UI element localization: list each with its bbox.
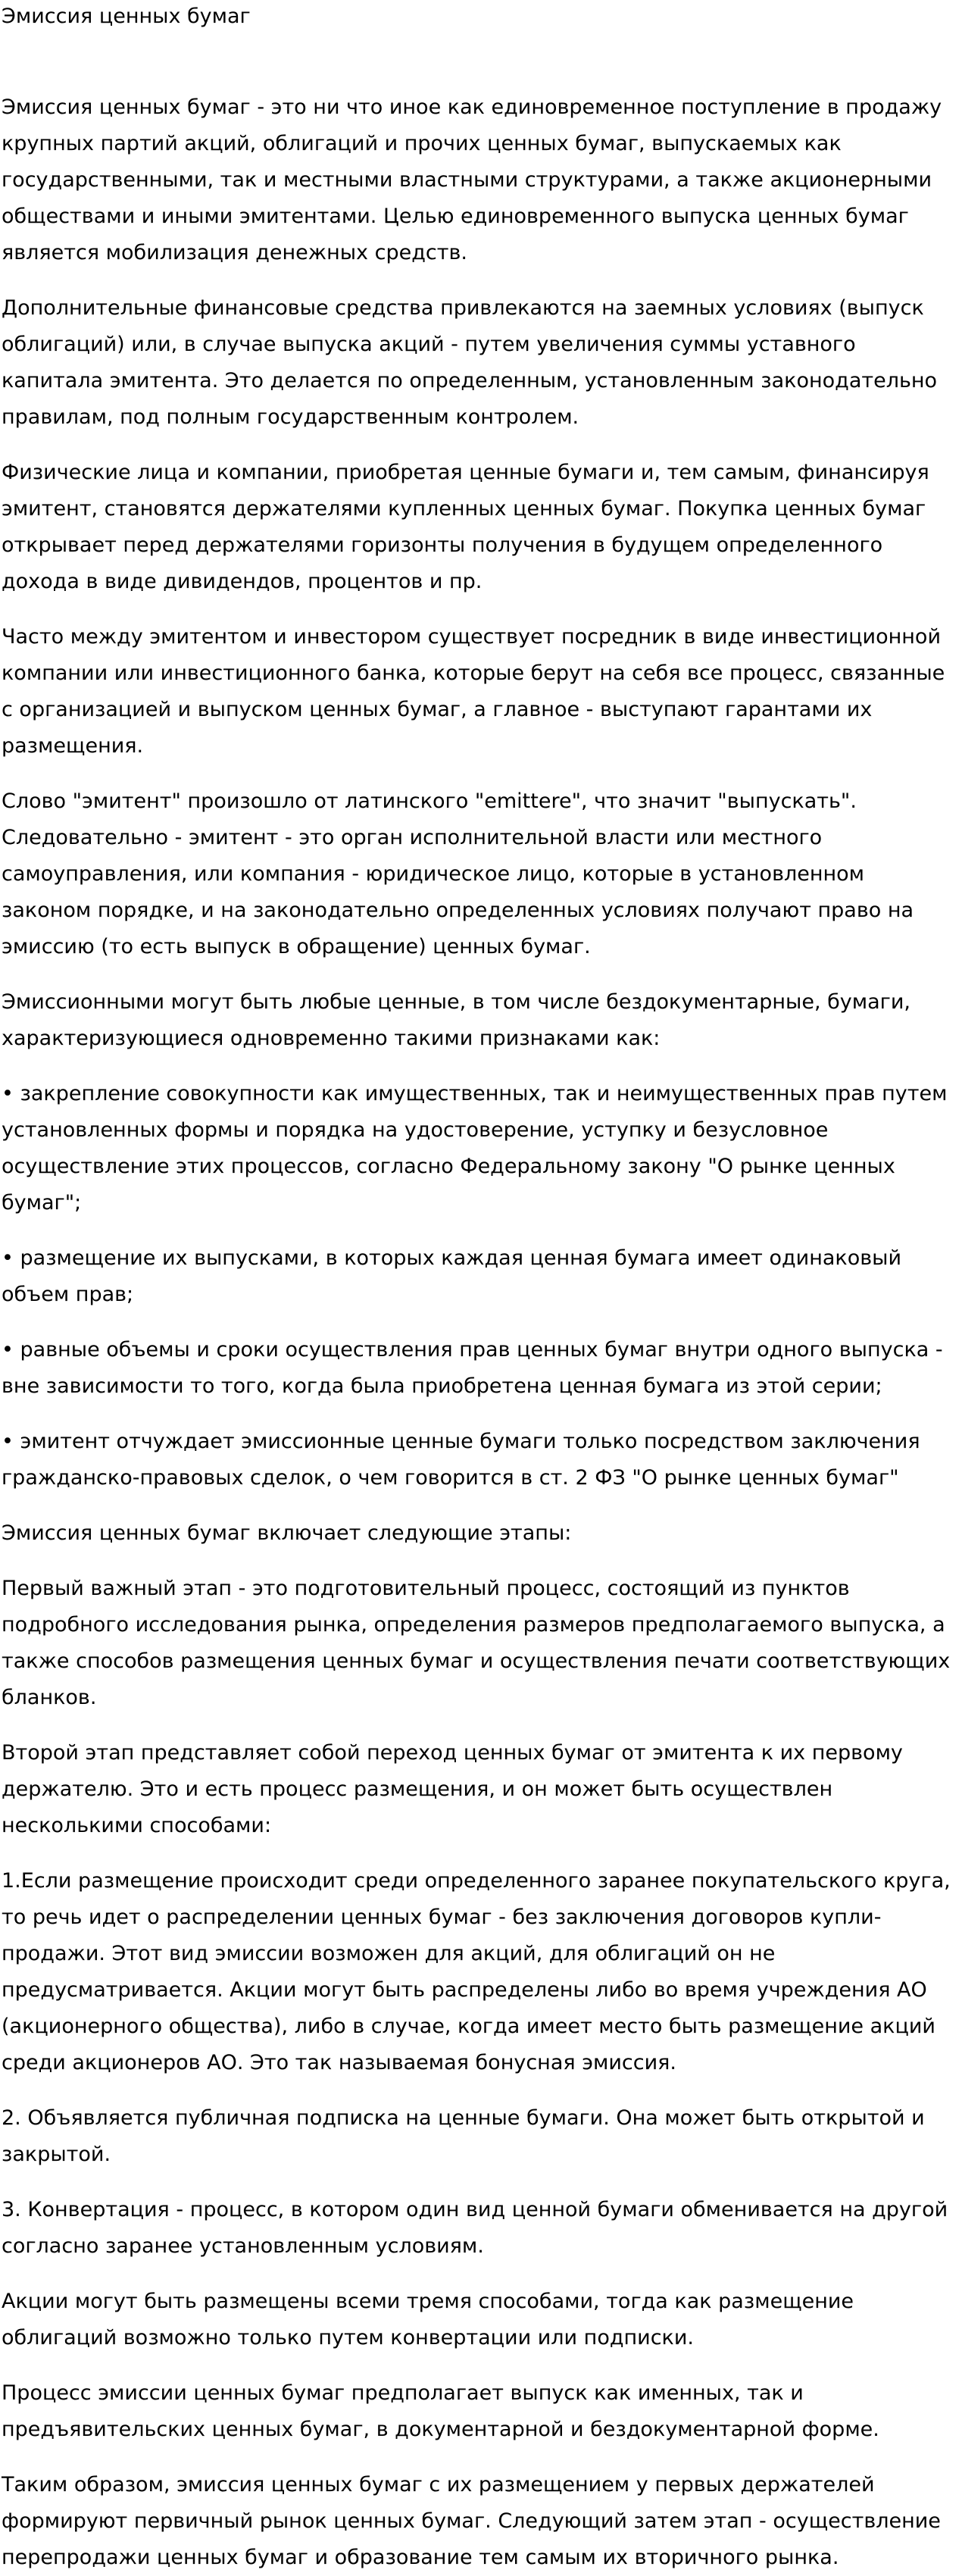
paragraph: Дополнительные финансовые средства привлекаются на заемных условиях (выпуск облигаций) или, в случае выпуска акций - путем увеличения суммы уставного капитала эмитента. Это делается по определенным, установленным законодательно правилам, под полным государственным контролем. [2,296,938,429]
list-item: • равные объемы и сроки осуществления прав ценных бумаг внутри одного выпуска - вне зависимости то того, когда была приобретена ценная бумага из этой серии; [2,1338,943,1398]
paragraph: Эмиссионными могут быть любые ценные, в том числе бездокументарные, бумаги, характеризующиеся одновременно такими признаками как: [2,990,910,1050]
paragraph: 1.Если размещение происходит среди определенного заранее покупательского круга, то речь идет о распределении ценных бумаг - без заключения договоров купли-продажи. Этот вид эмиссии возможен для акций, для облигаций он не предусматривается. Акции могут быть распределены либо во время учреждения АО (акционерного общества), либо в случае, когда имеет место быть размещение акций среди акционеров АО. Это так называемая бонусная эмиссия. [2,1869,951,2074]
article-body [2,89,956,2576]
list-item: • размещение их выпусками, в которых каждая ценная бумага имеет одинаковый объем прав; [2,1246,902,1306]
page-title: Эмиссия ценных бумаг [2,5,251,28]
list-item: • закрепление совокупности как имущественных, так и неимущественных прав путем установленных формы и порядка на удостоверение, уступку и безусловное осуществление этих процессов, согласно Федеральному закону "О рынке ценных бумаг"; [2,1082,948,1215]
paragraph: Часто между эмитентом и инвестором существует посредник в виде инвестиционной компании или инвестиционного банка, которые берут на себя все процесс, связанные с организацией и выпуском ценных бумаг, а главное - выступают гарантами их размещения. [2,625,945,758]
paragraph: 3. Конвертация - процесс, в котором один вид ценной бумаги обменивается на другой согласно заранее установленным условиям. [2,2198,948,2258]
paragraph: Слово "эмитент" произошло от латинского "emittere", что значит "выпускать". Следовательно - эмитент - это орган исполнительной власти или местного самоуправления, или компания - юридическое лицо, которые в установленном законом порядке, и на законодательно определенных условиях получают право на эмиссию (то есть выпуск в обращение) ценных бумаг. [2,789,914,958]
paragraph: Второй этап представляет собой переход ценных бумаг от эмитента к их первому держателю. Это и есть процесс размещения, и он может быть осуществлен несколькими способами: [2,1741,903,1837]
paragraph: Таким образом, эмиссия ценных бумаг с их размещением у первых держателей формируют первичный рынок ценных бумаг. Следующий затем этап - осуществление перепродажи ценных бумаг и образование тем самым их вторичного рынка. [2,2473,941,2569]
paragraph: Эмиссия ценных бумаг включает следующие этапы: [2,1521,572,1545]
paragraph: Процесс эмиссии ценных бумаг предполагает выпуск как именных, так и предъявительских ценных бумаг, в документарной и бездокументарной форме. [2,2381,879,2441]
paragraph: Физические лица и компании, приобретая ценные бумаги и, тем самым, финансируя эмитент, становятся держателями купленных ценных бумаг. Покупка ценных бумаг открывает перед держателями горизонты получения в будущем определенного дохода в виде дивидендов, процентов и пр. [2,461,929,593]
paragraph: Первый важный этап - это подготовительный процесс, состоящий из пунктов подробного исследования рынка, определения размеров предполагаемого выпуска, а также способов размещения ценных бумаг и осуществления печати соответствующих бланков. [2,1577,951,1709]
paragraph: 2. Объявляется публичная подписка на ценные бумаги. Она может быть открытой и закрытой. [2,2106,925,2166]
paragraph: Акции могут быть размещены всеми тремя способами, тогда как размещение облигаций возможно только путем конвертации или подписки. [2,2290,854,2349]
list-item: • эмитент отчуждает эмиссионные ценные бумаги только посредством заключения гражданско-правовых сделок, о чем говорится в ст. 2 ФЗ "О рынке ценных бумаг" [2,1430,920,1490]
paragraph: Эмиссия ценных бумаг - это ни что иное как единовременное поступление в продажу крупных партий акций, облигаций и прочих ценных бумаг, выпускаемых как государственными, так и местными властными структурами, а также акционерными обществами и иными эмитентами. Целью единовременного выпуска ценных бумаг является мобилизация денежных средств. [2,95,942,264]
